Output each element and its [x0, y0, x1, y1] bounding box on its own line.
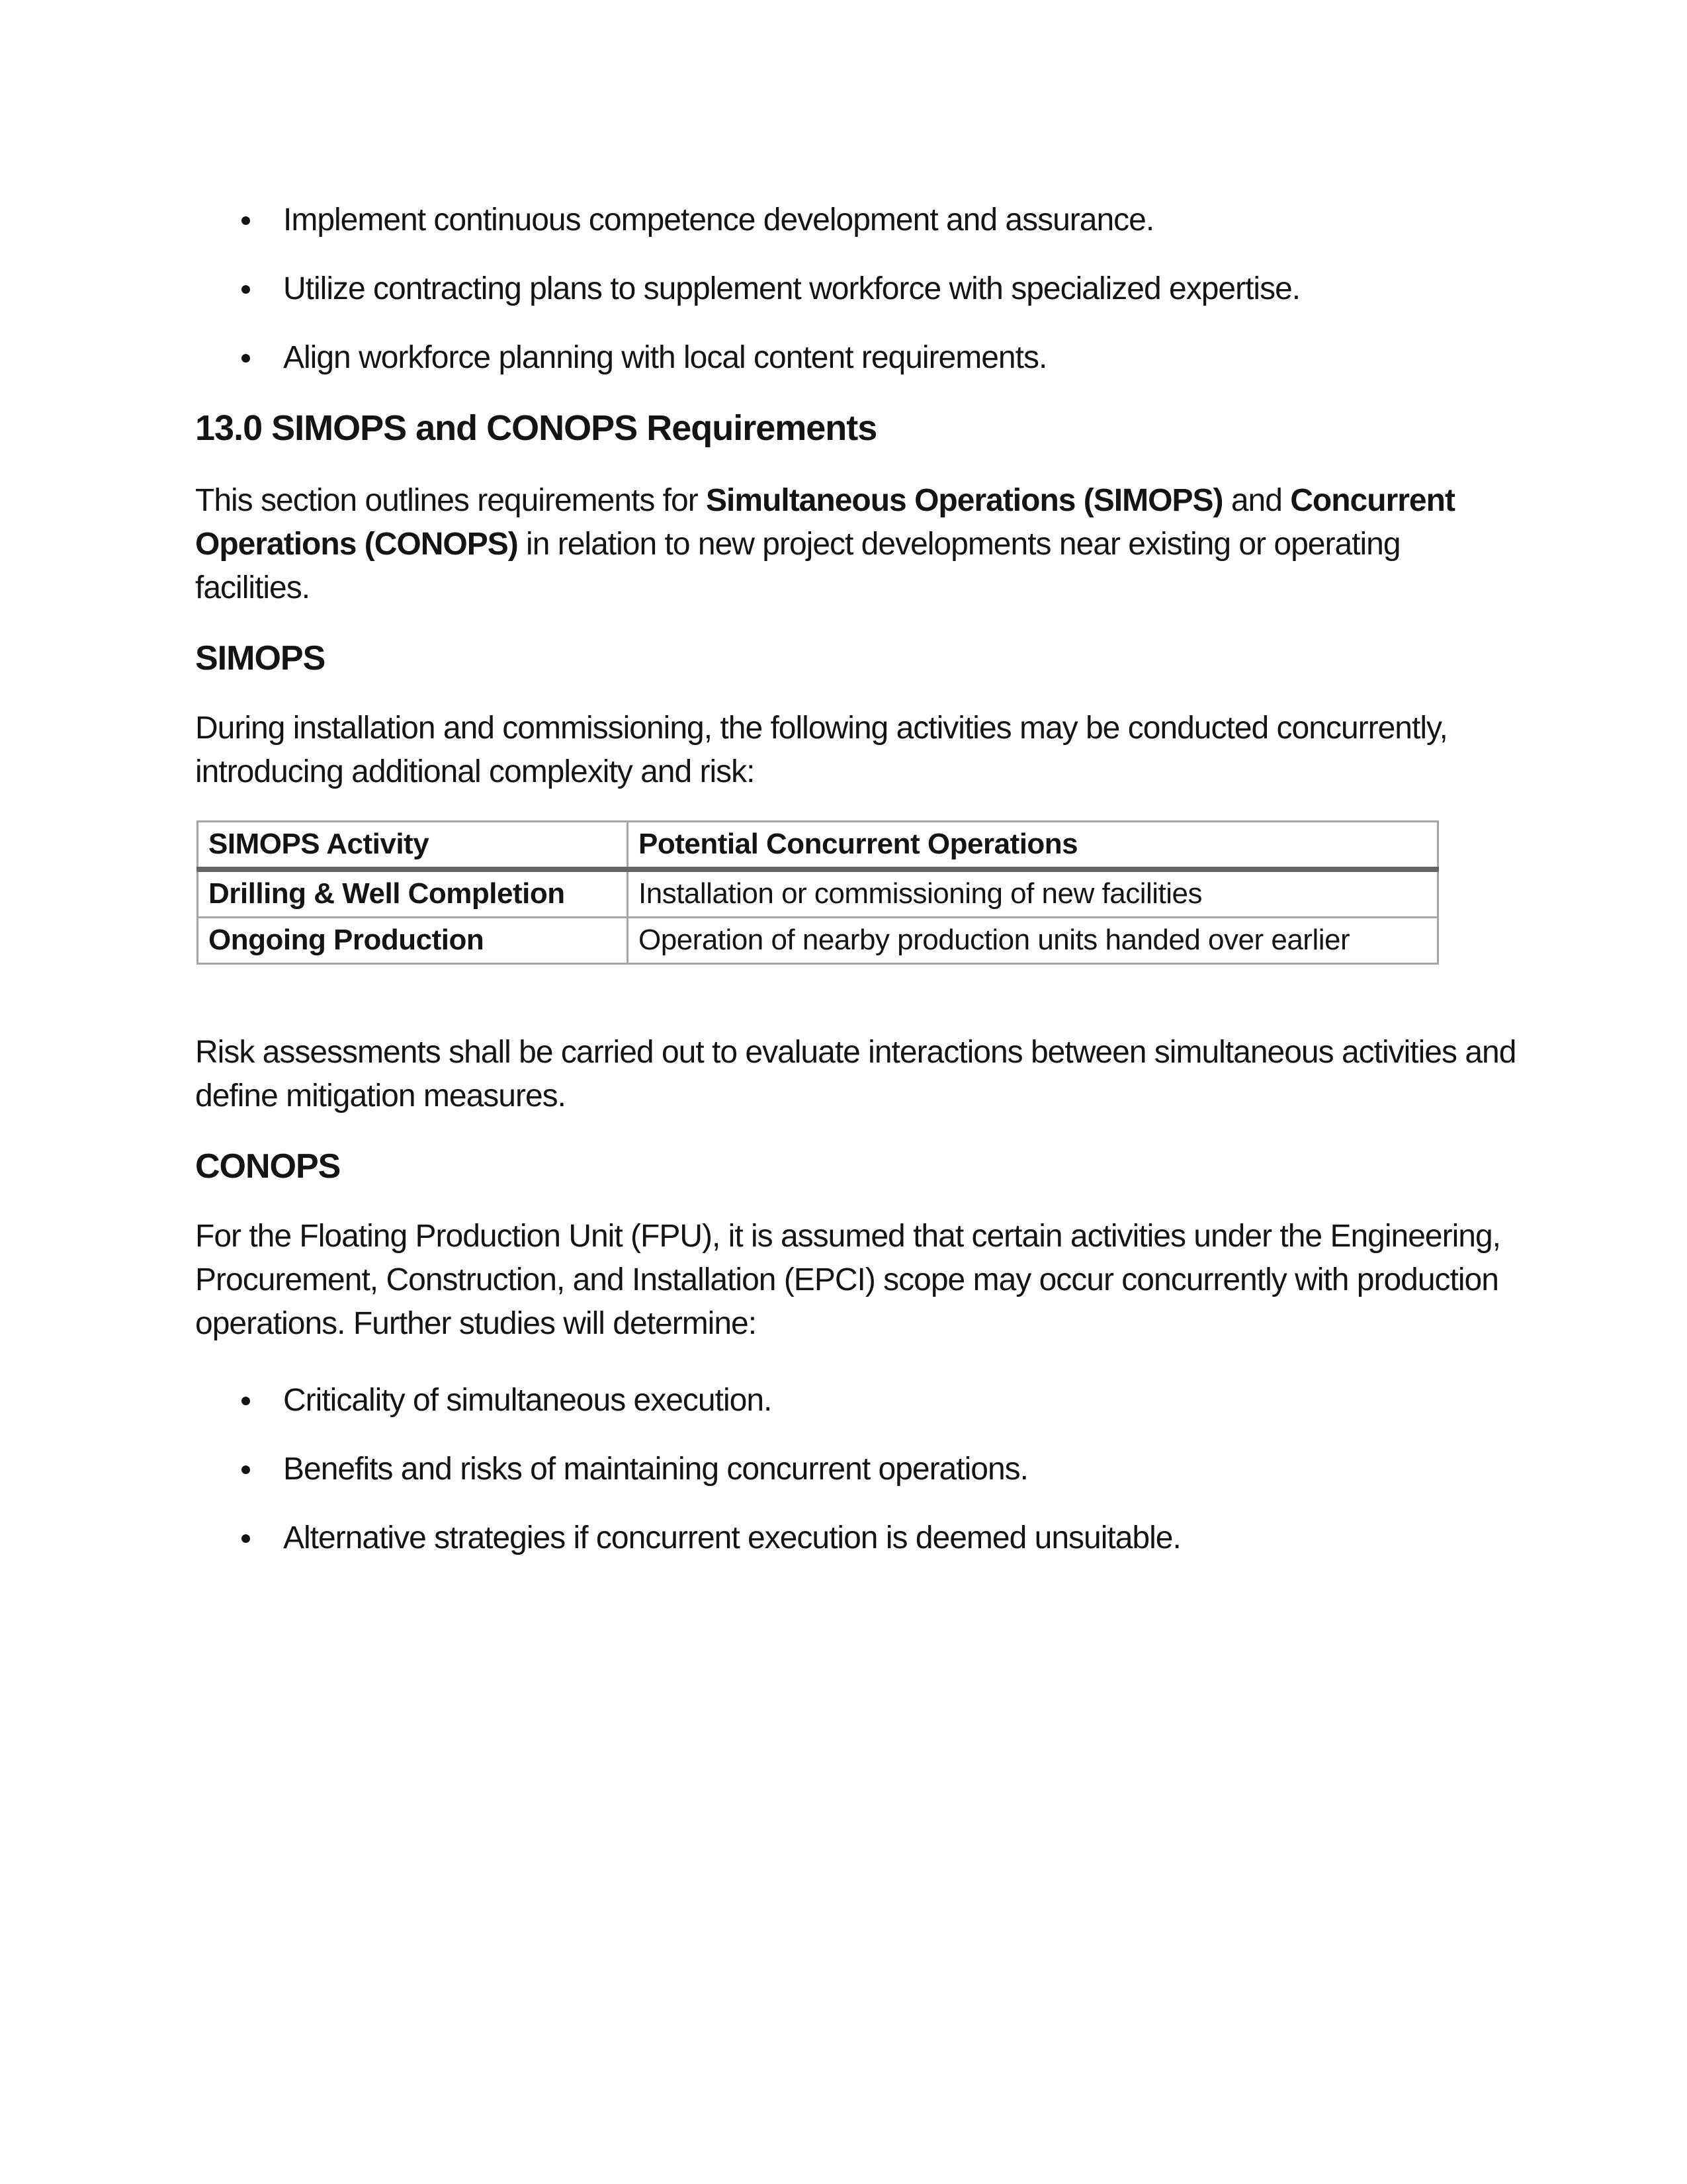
- conops-heading: CONOPS: [195, 1147, 341, 1186]
- list-item: [195, 1379, 1518, 1422]
- risk-assessment-paragraph: Risk assessments shall be carried out to evaluate interactions between simultaneous activities and define mitigation measures.: [195, 1035, 1516, 1114]
- table-header-row: [198, 822, 1438, 870]
- conops-intro-paragraph: For the Floating Production Unit (FPU), it is assumed that certain activities under the Engineering, Procurement, Construction, and Installation (EPCI) scope may occur concurrently with production operations. Further studies will determine:: [195, 1219, 1500, 1341]
- table-row: [198, 918, 1438, 964]
- bullet-icon: [241, 354, 250, 363]
- list-item: [195, 1448, 1518, 1491]
- bullet-icon: [241, 285, 250, 294]
- section-heading: 13.0 SIMOPS and CONOPS Requirements: [195, 408, 877, 448]
- table-cell-activity: Ongoing Production: [198, 918, 628, 964]
- paragraph-text: and: [1223, 483, 1291, 518]
- list-item-text: Align workforce planning with local content requirements.: [283, 340, 1047, 375]
- table-cell-activity: Drilling & Well Completion: [198, 869, 628, 918]
- paragraph-text: in relation to new project developments near existing or operating facilities.: [195, 527, 1401, 605]
- table-row: [198, 869, 1438, 918]
- bullet-icon: [241, 216, 250, 225]
- table-header-simops-activity: SIMOPS Activity: [198, 822, 628, 870]
- paragraph-text: This section outlines requirements for: [195, 483, 707, 518]
- list-item-text: Benefits and risks of maintaining concurrent operations.: [283, 1452, 1028, 1487]
- list-item: [195, 336, 1518, 380]
- list-item: [195, 267, 1518, 311]
- bullet-icon: [241, 1534, 250, 1543]
- document-content: [195, 198, 1518, 1560]
- bold-term-simops: Simultaneous Operations (SIMOPS): [706, 483, 1223, 518]
- conops-bullet-list: [195, 1379, 1518, 1560]
- list-item-text: Implement continuous competence development and assurance.: [283, 202, 1154, 238]
- table-cell-operations: Operation of nearby production units handed over earlier: [628, 918, 1438, 964]
- list-item: [195, 1516, 1518, 1560]
- workforce-bullet-list: [195, 198, 1518, 380]
- list-item-text: Utilize contracting plans to supplement workforce with specialized expertise.: [283, 271, 1301, 306]
- bullet-icon: [241, 1465, 250, 1474]
- intro-paragraph: [195, 479, 1518, 610]
- list-item: [195, 198, 1518, 242]
- bullet-icon: [241, 1397, 250, 1405]
- table-cell-operations: Installation or commissioning of new facilities: [628, 869, 1438, 918]
- bold-term-conops: Concurrent Operations (CONOPS): [195, 483, 1455, 562]
- table-header-potential-concurrent-operations: Potential Concurrent Operations: [628, 822, 1438, 870]
- list-item-text: Criticality of simultaneous execution.: [283, 1383, 772, 1418]
- list-item-text: Alternative strategies if concurrent execution is deemed unsuitable.: [283, 1520, 1181, 1555]
- simops-intro-paragraph: During installation and commissioning, the following activities may be conducted concurrently, introducing additional complexity and risk:: [195, 711, 1448, 789]
- simops-heading: SIMOPS: [195, 639, 325, 677]
- simops-table: [196, 820, 1439, 965]
